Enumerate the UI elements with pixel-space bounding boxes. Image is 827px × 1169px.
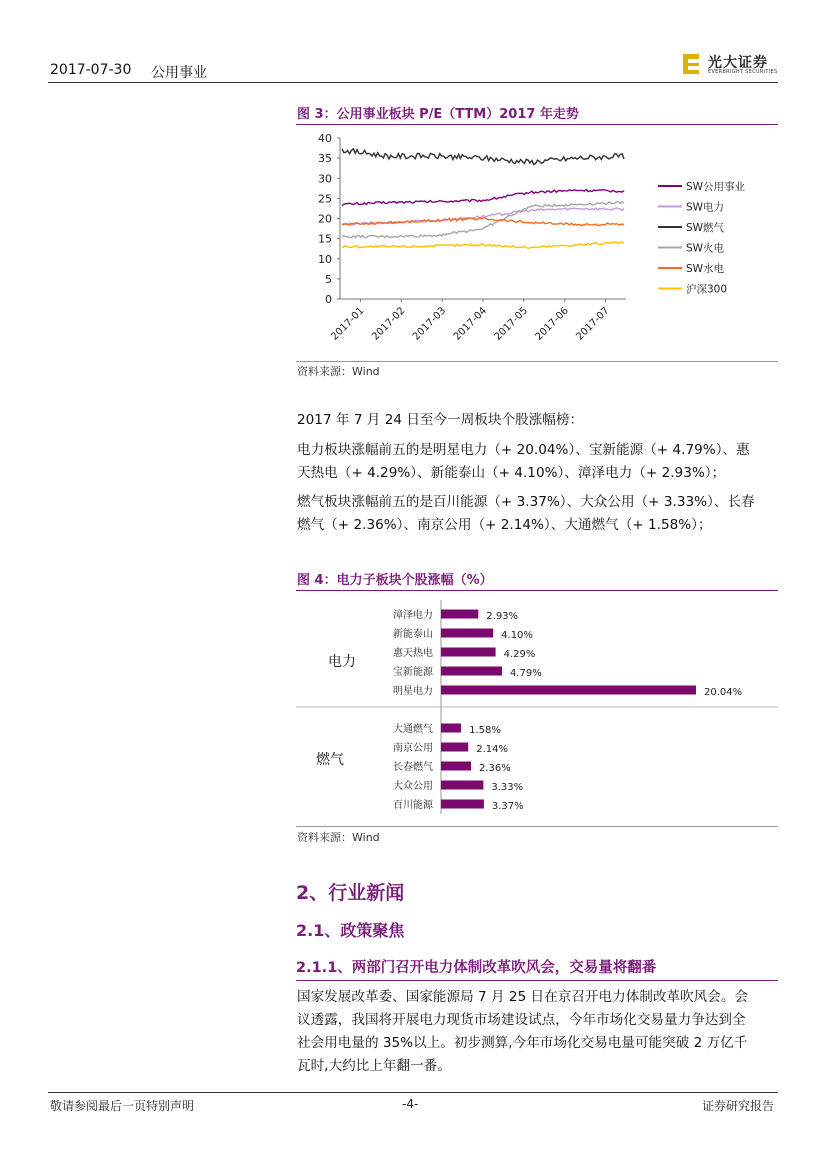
- bar: [441, 629, 493, 638]
- bar-value-label: 20.04%: [704, 687, 743, 698]
- figure4-bottom-rule: [296, 826, 778, 827]
- section-heading-news-item: 2.1.1、两部门召开电力体制改革吹风会，交易量将翻番: [296, 960, 657, 976]
- y-tick-label: 35: [318, 152, 332, 166]
- bar: [441, 610, 478, 619]
- x-tick-label: 2017-07: [574, 305, 612, 343]
- legend-label: SW燃气: [686, 222, 725, 234]
- bar-value-label: 1.58%: [469, 725, 501, 736]
- bar-category-label: 南京公用: [393, 743, 433, 754]
- figure4-rule: [296, 590, 778, 591]
- bar-category-label: 百川能源: [393, 800, 433, 811]
- pe-line-chart: [296, 126, 778, 358]
- news-paragraph-line3: 社会用电量的 35%以上。初步测算,今年市场化交易电量可能突破 2 万亿千: [297, 1035, 748, 1051]
- figure3-title: 图 3：公用事业板块 P/E（TTM）2017 年走势: [297, 107, 579, 122]
- weekly-intro: 2017 年 7 月 24 日至今一周板块个股涨幅榜：: [297, 412, 584, 428]
- bar-category-label: 长春燃气: [393, 762, 433, 773]
- bar-category-label: 惠天热电: [393, 648, 433, 659]
- y-tick-label: 10: [318, 252, 332, 266]
- news-paragraph-line1: 国家发展改革委、国家能源局 7 月 25 日在京召开电力体制改革吹风会。会: [297, 989, 749, 1005]
- x-tick-label: 2017-06: [533, 305, 571, 343]
- figure3-source: 资料来源：Wind: [297, 365, 380, 378]
- news-paragraph-line2: 议透露，我国将开展电力现货市场建设试点，今年市场化交易量力争达到全: [297, 1012, 746, 1028]
- x-tick-label: 2017-03: [410, 305, 449, 343]
- bar-category-label: 新能泰山: [393, 629, 433, 640]
- stock-gain-bar-chart: [296, 594, 778, 824]
- news-paragraph-line4: 瓦时,大约比上年翻一番。: [297, 1058, 451, 1074]
- bar-value-label: 4.79%: [509, 668, 542, 679]
- y-tick-label: 0: [325, 293, 332, 306]
- gas-top5-line2: 燃气（+ 2.36%）、南京公用（+ 2.14%）、大通燃气（+ 1.58%）；: [297, 517, 712, 533]
- bar-category-label: 大众公用: [393, 781, 433, 792]
- bar: [441, 800, 484, 809]
- figure3-bottom-rule: [296, 361, 778, 362]
- logo-text-cn: 光大证券: [708, 55, 768, 71]
- x-tick-label: 2017-05: [492, 305, 530, 343]
- y-tick-label: 40: [318, 132, 332, 145]
- bar-value-label: 2.93%: [486, 611, 519, 622]
- logo-text-en: EVERBRIGHT SECURITIES: [708, 69, 778, 75]
- bar: [441, 762, 471, 771]
- group-label-gas: 燃气: [316, 752, 344, 768]
- power-top5-line2: 天热电（+ 4.29%）、新能泰山（+ 4.10%）、漳泽电力（+ 2.93%）；: [297, 465, 726, 481]
- y-tick-label: 25: [318, 192, 332, 206]
- y-tick-label: 30: [318, 172, 332, 186]
- series-line: [342, 190, 624, 206]
- report-sector: 公用事业: [151, 65, 207, 81]
- group-label-power: 电力: [328, 654, 356, 670]
- legend-label: SW火电: [686, 242, 725, 255]
- series-line: [342, 149, 624, 165]
- series-line: [342, 242, 624, 248]
- legend-label: SW公用事业: [686, 181, 746, 193]
- bar-value-label: 2.36%: [479, 763, 511, 774]
- bar: [441, 686, 696, 695]
- bar-category-label: 漳泽电力: [393, 610, 433, 621]
- bar-category-label: 宝新能源: [393, 667, 433, 678]
- footer-report-type: 证券研究报告: [702, 1099, 775, 1113]
- series-line: [342, 218, 624, 226]
- y-tick-label: 5: [325, 272, 332, 286]
- report-date: 2017-07-30: [50, 62, 132, 78]
- figure4-source: 资料来源：Wind: [297, 831, 380, 844]
- bar-value-label: 3.37%: [491, 801, 524, 812]
- bar-value-label: 4.29%: [503, 649, 536, 660]
- bar-value-label: 2.14%: [476, 744, 509, 755]
- header-divider: [48, 82, 778, 83]
- bar-value-label: 3.33%: [491, 782, 524, 793]
- section-heading-policy: 2.1、政策聚焦: [296, 921, 405, 940]
- x-tick-label: 2017-04: [451, 305, 490, 343]
- figure4-title: 图 4：电力子板块个股涨幅（%）: [297, 573, 493, 588]
- bar: [441, 667, 502, 676]
- y-tick-label: 15: [318, 232, 332, 246]
- power-top5-line1: 电力板块涨幅前五的是明星电力（+ 20.04%）、宝新能源（+ 4.79%）、惠: [297, 442, 750, 458]
- page-number: -4-: [402, 1097, 419, 1111]
- bar-category-label: 大通燃气: [393, 724, 433, 735]
- bar: [441, 781, 483, 790]
- y-tick-label: 20: [318, 212, 332, 226]
- bar: [441, 648, 496, 657]
- bar-category-label: 明星电力: [393, 686, 433, 697]
- series-line: [342, 202, 624, 238]
- legend-label: SW水电: [686, 263, 725, 275]
- footer-divider: [48, 1092, 778, 1093]
- footer-disclaimer: 敬请参阅最后一页特别声明: [50, 1099, 195, 1113]
- bar-value-label: 4.10%: [501, 630, 533, 641]
- gas-top5-line1: 燃气板块涨幅前五的是百川能源（+ 3.37%）、大众公用（+ 3.33%）、长春: [297, 494, 755, 510]
- bar: [441, 724, 461, 733]
- legend-label: 沪深300: [686, 283, 728, 296]
- legend-label: SW电力: [686, 201, 725, 214]
- x-tick-label: 2017-02: [370, 305, 408, 343]
- news-heading-rule: [296, 980, 778, 981]
- figure3-rule: [296, 124, 778, 125]
- x-tick-label: 2017-01: [329, 305, 367, 343]
- section-heading-industry-news: 2、行业新闻: [296, 882, 405, 904]
- bar: [441, 743, 468, 752]
